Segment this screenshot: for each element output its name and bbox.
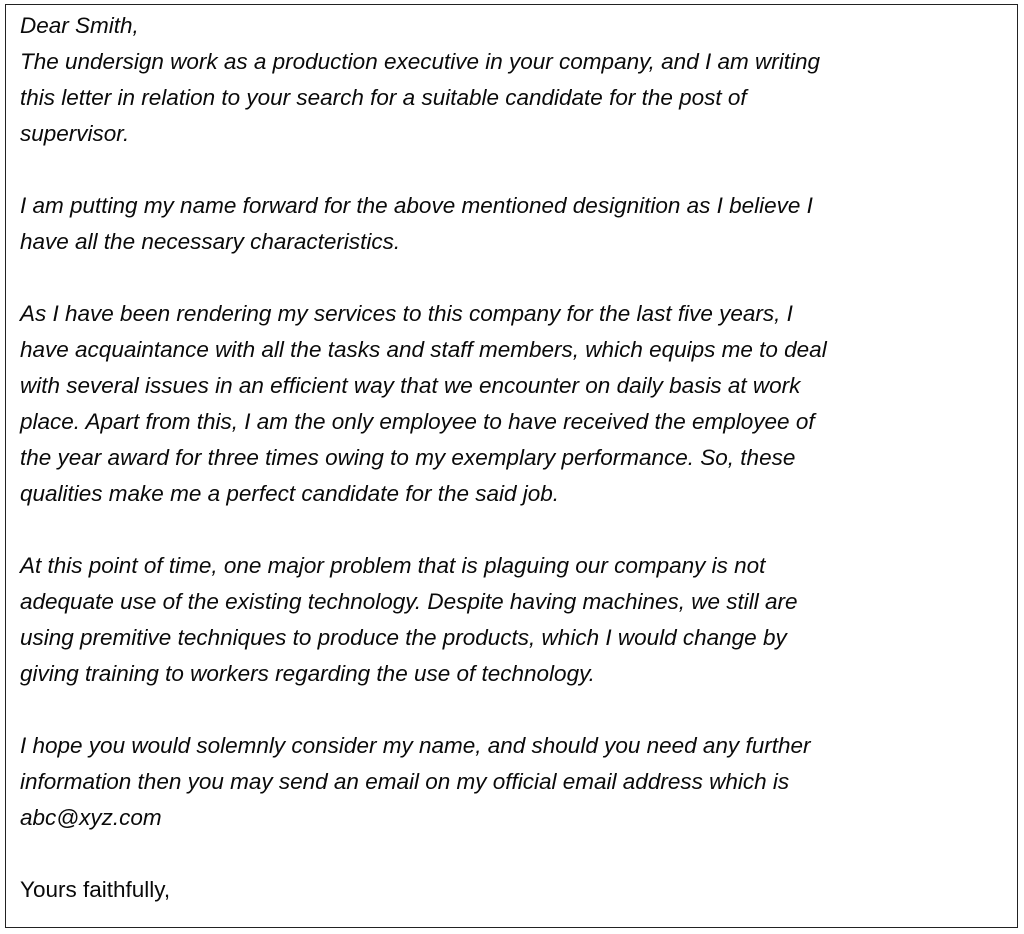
paragraph-line: have acquaintance with all the tasks and staff members, which equips me to deal bbox=[20, 337, 827, 362]
paragraph-spacer bbox=[20, 692, 1003, 728]
paragraph-line: supervisor. bbox=[20, 121, 130, 146]
paragraph-candidacy bbox=[20, 188, 1003, 260]
paragraph-spacer bbox=[20, 260, 1003, 296]
paragraph-line: have all the necessary characteristics. bbox=[20, 229, 401, 254]
paragraph-spacer bbox=[20, 152, 1003, 188]
paragraph-line: with several issues in an efficient way that we encounter on daily basis at work bbox=[20, 373, 801, 398]
paragraph-line: using premitive techniques to produce the products, which I would change by bbox=[20, 625, 787, 650]
paragraph-spacer bbox=[20, 836, 1003, 872]
paragraph-spacer bbox=[20, 512, 1003, 548]
paragraph-line: qualities make me a perfect candidate for the said job. bbox=[20, 481, 560, 506]
paragraph-line: The undersign work as a production executive in your company, and I am writing bbox=[20, 49, 820, 74]
paragraph-line: information then you may send an email on my official email address which is bbox=[20, 769, 790, 794]
paragraph-line: At this point of time, one major problem that is plaguing our company is not bbox=[20, 553, 766, 578]
paragraph-line: the year award for three times owing to my exemplary performance. So, these bbox=[20, 445, 796, 470]
paragraph-line: adequate use of the existing technology. Despite having machines, we still are bbox=[20, 589, 798, 614]
paragraph-line: place. Apart from this, I am the only employee to have received the employee of bbox=[20, 409, 815, 434]
paragraph-experience bbox=[20, 296, 1003, 512]
paragraph-intro bbox=[20, 44, 1003, 152]
paragraph-line: giving training to workers regarding the use of technology. bbox=[20, 661, 595, 686]
email-address: abc@xyz.com bbox=[20, 805, 162, 830]
closing: Yours faithfully, bbox=[20, 877, 171, 902]
paragraph-line: this letter in relation to your search for a suitable candidate for the post of bbox=[20, 85, 747, 110]
paragraph-contact bbox=[20, 728, 1003, 836]
paragraph-technology bbox=[20, 548, 1003, 692]
paragraph-line: I am putting my name forward for the above mentioned designition as I believe I bbox=[20, 193, 813, 218]
paragraph-line: I hope you would solemnly consider my name, and should you need any further bbox=[20, 733, 811, 758]
letter-box bbox=[5, 4, 1018, 928]
salutation: Dear Smith, bbox=[20, 13, 139, 38]
paragraph-line: As I have been rendering my services to this company for the last five years, I bbox=[20, 301, 793, 326]
